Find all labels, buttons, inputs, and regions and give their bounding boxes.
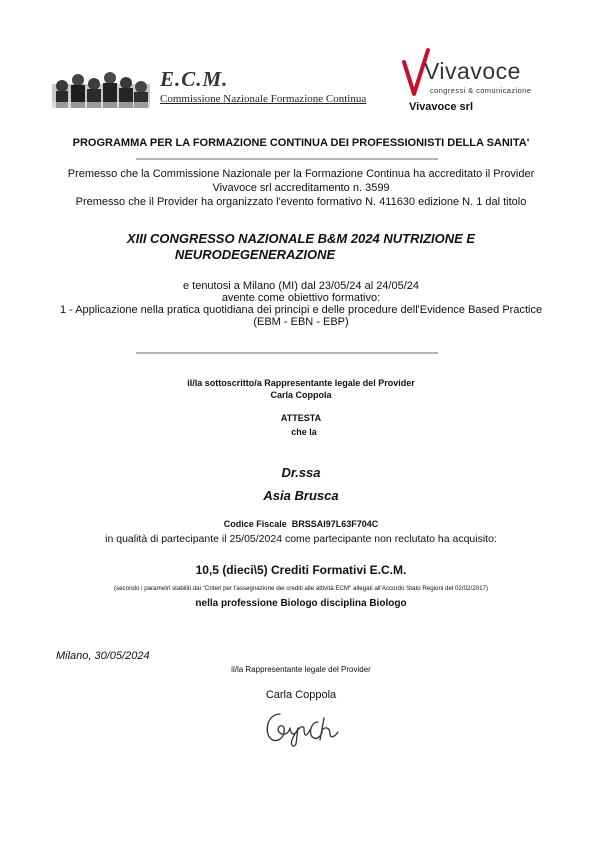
ecm-logo-letters: E.C.M. xyxy=(160,67,229,91)
event-title xyxy=(0,231,602,263)
divider-top xyxy=(136,158,438,160)
signatory-line: il/la sottoscritto/a Rappresentante legale del Provider xyxy=(187,378,415,388)
attesta-heading: ATTESTA xyxy=(280,413,322,423)
signatory-name: Carla Coppola xyxy=(270,390,332,400)
event-detail-line-3: 1 - Applicazione nella pratica quotidiana dei principi e delle procedure dell'Evidence Based Practice xyxy=(59,304,543,316)
provider-name: Vivavoce srl xyxy=(409,101,474,113)
event-title-line-1: XIII CONGRESSO NAZIONALE B&M 2024 NUTRIZIONE E xyxy=(126,231,476,246)
vivavoce-logo-wordmark: Vivavoce xyxy=(424,58,521,84)
vivavoce-logo-tagline: congressi & comunicazione xyxy=(430,86,532,95)
premessa-line-3: Premesso che il Provider ha organizzato l'evento formativo N. 411630 edizione N. 1 dal titolo xyxy=(75,196,527,208)
recipient-name: Asia Brusca xyxy=(263,488,339,503)
credits-text: 10,5 (dieci\5) Crediti Formativi E.C.M. xyxy=(195,563,407,577)
handwritten-signature xyxy=(258,700,350,750)
fiscal-code-value: BRSSAI97L63F704C xyxy=(291,519,379,529)
credits-note: (secondo i parametri stabiliti dai "Criteri per l'assegnazione dei crediti alle attività ECM" allegati all'Accordo Stato Regioni del 02/02/2017) xyxy=(113,585,489,592)
che-la-text: che la xyxy=(291,427,317,437)
representative-name: Carla Coppola xyxy=(265,689,337,701)
profession-text: nella professione Biologo disciplina Biologo xyxy=(195,598,407,609)
fiscal-code-row xyxy=(0,519,602,529)
premessa-line-2: Vivavoce srl accreditamento n. 3599 xyxy=(212,182,390,194)
recipient-title: Dr.ssa xyxy=(281,465,321,480)
place-date: Milano, 30/05/2024 xyxy=(56,650,150,662)
participation-text: in qualità di partecipante il 25/05/2024 come partecipante non reclutato ha acquisito: xyxy=(105,533,497,545)
event-detail-line-2: avente come obiettivo formativo: xyxy=(221,292,381,304)
event-detail-line-4: (EBM - EBN - EBP) xyxy=(253,316,349,328)
event-title-line-2: NEURODEGENERAZIONE xyxy=(174,247,336,262)
divider-middle xyxy=(136,352,438,354)
fiscal-code-label: Codice Fiscale xyxy=(223,519,287,529)
ecm-logo-subtitle: Commissione Nazionale Formazione Continua xyxy=(160,93,367,105)
document-title: PROGRAMMA PER LA FORMAZIONE CONTINUA DEI PROFESSIONISTI DELLA SANITA' xyxy=(72,137,530,149)
premessa-line-1: Premesso che la Commissione Nazionale per la Formazione Continua ha accreditato il Provider xyxy=(67,168,535,180)
representative-label: il/la Rappresentante legale del Provider xyxy=(231,665,371,674)
event-detail-line-1: e tenutosi a Milano (MI) dal 23/05/24 al 24/05/24 xyxy=(182,280,420,292)
